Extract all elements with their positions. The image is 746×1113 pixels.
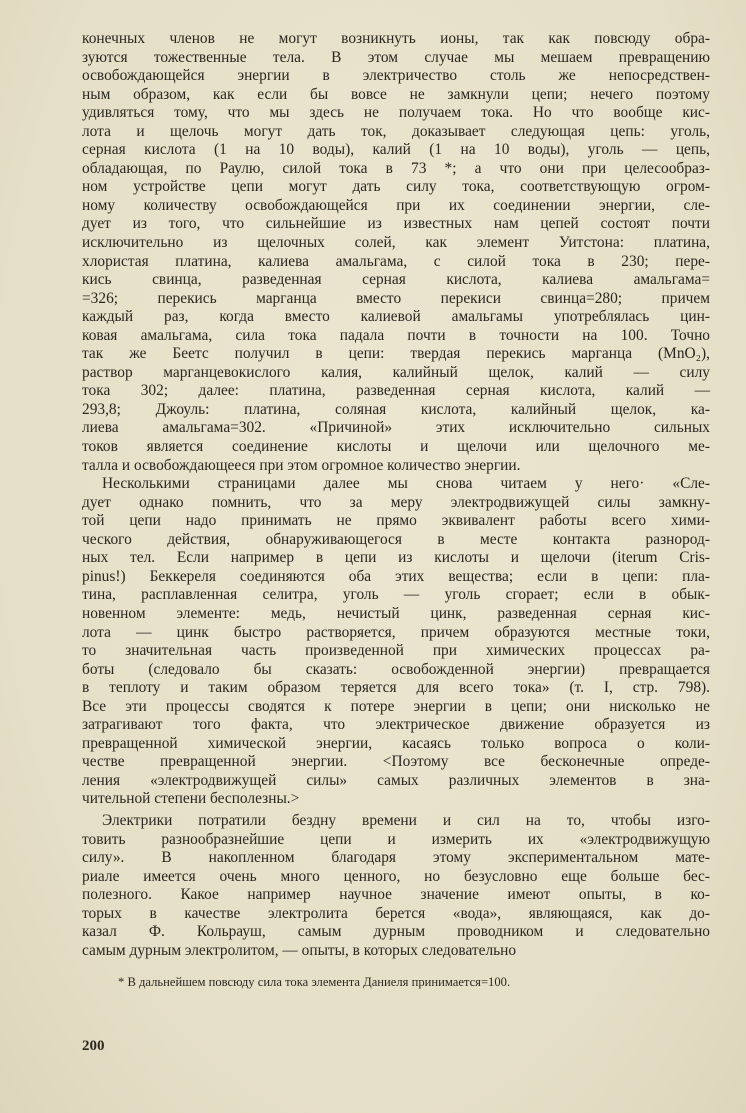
- text-line: той цепи надо принимать не прямо эквивалент работы всего хими-: [82, 512, 710, 530]
- text-line: лота и щелочь могут дать ток, доказывает следующая цепь: уголь,: [82, 122, 710, 140]
- text-line: торых в качестве электролита берется «вода», являющаяся, как до-: [82, 904, 710, 922]
- text-line: хлористая платина, калиева амальгама, с силой тока в 230; пере-: [82, 252, 710, 270]
- text-line: исключительно из щелочных солей, как элемент Уитстона: платина,: [82, 234, 710, 252]
- footnote: * В дальнейшем повсюду сила тока элемента Даниеля принимается=100.: [118, 975, 511, 990]
- text-line: =326; перекись марганца вместо перекиси свинца=280; причем: [82, 289, 710, 307]
- text-line: ления «электродвижущей силы» самых различных элементов в зна-: [82, 771, 710, 789]
- text-line: ному количеству освобождающейся при их соединении энергии, сле-: [82, 196, 710, 214]
- paragraph: [82, 475, 710, 809]
- text-line: честве превращенной энергии. <Поэтому все бесконечные опреде-: [82, 753, 710, 771]
- text-line: талла и освобождающееся при этом огромное количество энергии.: [82, 456, 521, 474]
- text-line: каждый раз, когда вместо калиевой амальгамы употреблялась цин-: [82, 308, 710, 326]
- text-line: 293,8; Джоуль: платина, соляная кислота, калийный щелок, ка-: [82, 400, 710, 418]
- text-line: ном устройстве цепи могут дать силу тока, соответствующую огром-: [82, 178, 710, 196]
- text-line: раствор марганцевокислого калия, калийный щелок, калий — силу: [82, 363, 710, 381]
- text-line: лиева амальгама=302. «Причиной» этих исключительно сильных: [82, 419, 710, 437]
- text-line: обладающая, по Раулю, силой тока в 73 *; а что они при целесообраз-: [82, 159, 710, 177]
- text-line: Все эти процессы сводятся к потере энергии в цепи; они нисколько не: [82, 697, 710, 715]
- text-line: лота — цинк быстро растворяется, причем образуются местные токи,: [82, 623, 710, 641]
- text-line: тина, расплавленная селитра, уголь — уголь сгорает; если в обык-: [82, 586, 710, 604]
- paragraph: [82, 812, 710, 960]
- text-line: освобождающейся энергии в электричество столь же непосредствен-: [82, 67, 710, 85]
- text-line: тока 302; далее: платина, разведенная серная кислота, калий —: [82, 382, 710, 400]
- text-line: серная кислота (1 на 10 воды), калий (1 на 10 воды), уголь — цепь,: [82, 141, 710, 159]
- text-line: ных тел. Если например в цепи из кислоты и щелочи (iterum Cris-: [82, 549, 710, 567]
- text-body: [82, 30, 710, 960]
- text-line: новенном элементе: медь, нечистый цинк, разведенная серная кис-: [82, 604, 710, 622]
- text-line: затрагивают того факта, что электрическое движение образуется из: [82, 716, 710, 734]
- text-line: удивляться тому, что мы здесь не получаем тока. Но что вообще кис-: [82, 104, 710, 122]
- text-line: риале имеется очень много ценного, но безусловно еще больше бес-: [82, 867, 710, 885]
- text-line: то значительная часть произведенной при химических процессах ра-: [82, 642, 710, 660]
- text-line: ческого действия, обнаруживающегося в месте контакта разнород-: [82, 530, 710, 548]
- text-line: в теплоту и таким образом теряется для всего тока» (т. I, стр. 798).: [82, 679, 710, 697]
- text-line: pinus!) Беккереля соединяются оба этих вещества; если в цепи: пла-: [82, 567, 710, 585]
- text-line: так же Беетс получил в цепи: твердая перекись марганца (MnO₂),: [82, 345, 710, 363]
- text-line: конечных членов не могут возникнуть ионы, так как повсюду обра-: [82, 30, 710, 47]
- text-line: казал Ф. Кольрауш, самым дурным проводником и следовательно: [82, 923, 710, 941]
- text-line: полезного. Какое например научное значение имеют опыты, в ко-: [82, 886, 710, 904]
- text-line: чительной степени бесполезны.>: [82, 790, 300, 808]
- text-line: зуются тожественные тела. В этом случае мы мешаем превращению: [82, 48, 710, 66]
- text-line: самым дурным электролитом, — опыты, в которых следовательно: [82, 941, 517, 959]
- text-line: превращенной химической энергии, касаясь только вопроса о коли-: [82, 734, 710, 752]
- page-number: 200: [82, 1038, 105, 1054]
- paragraph: [82, 30, 710, 475]
- text-line: дует из того, что сильнейшие из известных нам цепей состоят почти: [82, 215, 710, 233]
- text-line: силу». В накопленном благодаря этому экспериментальном мате-: [82, 849, 710, 867]
- text-line: товить разнообразнейшие цепи и измерить их «электродвижущую: [82, 830, 710, 848]
- text-line: кись свинца, разведенная серная кислота, калиева амальгама=: [82, 271, 710, 289]
- text-line: дует однако помнить, что за меру электродвижущей силы замкну-: [82, 493, 710, 511]
- text-line: Несколькими страницами далее мы снова читаем у него· «Сле-: [102, 475, 710, 493]
- text-line: боты (следовало бы сказать: освобожденной энергии) превращается: [82, 660, 710, 678]
- text-line: ковая амальгама, сила тока падала почти в точности на 100. Точно: [82, 326, 710, 344]
- text-line: Электрики потратили бездну времени и сил на то, чтобы изго-: [102, 811, 710, 829]
- text-line: ным образом, как если бы вовсе не замкнули цепи; нечего поэтому: [82, 85, 710, 103]
- text-line: токов является соединение кислоты и щелочи или щелочного ме-: [82, 438, 710, 456]
